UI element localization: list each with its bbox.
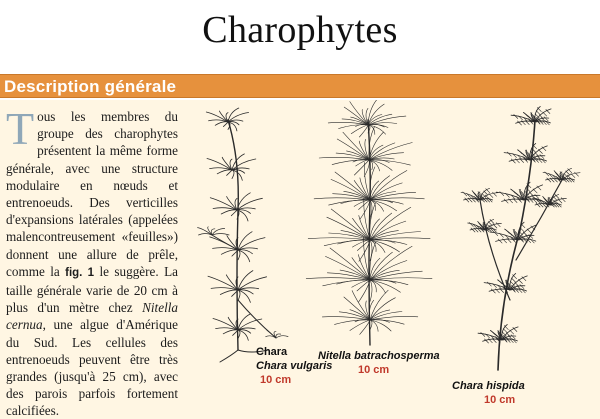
content-panel [0, 100, 600, 419]
article-text [6, 103, 178, 419]
scale-nitella-batrachosperma: 10 cm [358, 364, 390, 376]
chara-hispida-drawing [461, 107, 580, 371]
figure-reference: fig. 1 [65, 266, 95, 279]
page-title: Charophytes [202, 9, 398, 51]
species-name: Nitella cernua [6, 300, 178, 333]
scale-chara-hispida: 10 cm [484, 394, 516, 406]
chara-vulgaris-drawing [198, 108, 289, 362]
caption-nitella-batrachosperma: Nitella batrachosperma [318, 350, 440, 362]
caption-chara-vulgaris: Chara vulgaris [256, 360, 333, 372]
section-title: Description générale [4, 77, 177, 96]
plant-illustrations [180, 100, 600, 419]
section-header-bar [0, 74, 600, 98]
nitella-batrachosperma-drawing [306, 100, 432, 345]
scale-chara-vulgaris: 10 cm [260, 374, 292, 386]
article-text-part-3: , une algue d'Amérique du Sud. Les cellules des entrenoeuds peuvent être très grandes (jusqu'à 25 cm), avec des parois parfois fortement calcifiées. [6, 317, 178, 419]
caption-chara-hispida: Chara hispida [452, 380, 525, 392]
drop-cap: T [6, 103, 35, 154]
article-text-part-2: le suggère. La taille générale varie de 20 cm à plus d'un mètre chez [6, 263, 178, 316]
caption-genus-chara: Chara [256, 346, 288, 358]
article-text-part-1: ous les membres du groupe des charophytes présentent la même forme générale, avec une structure modulaire en nœuds et entrenoeuds. Des verticilles d'expansions latérales (appelées malencontreusement «feuilles») donnent une allure de prêle, comme la [6, 109, 178, 279]
